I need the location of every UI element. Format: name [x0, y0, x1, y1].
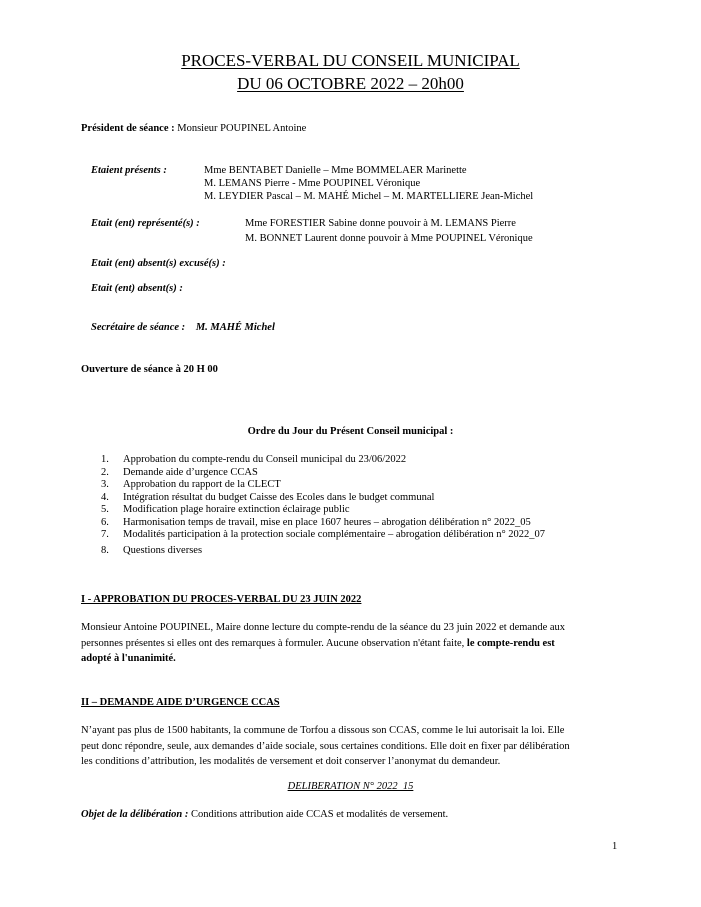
deliberation-number: DELIBERATION N° 2022_15	[287, 781, 414, 792]
list-item: 8. Questions diverses	[101, 544, 203, 556]
ordre-du-jour-list	[101, 454, 545, 557]
list-item: 6. Harmonisation temps de travail, mise en place 1607 heures – abrogation délibération n° 2022_05	[101, 516, 531, 528]
objet-label: Objet de la délibération :	[81, 809, 189, 820]
secretaire-label: Secrétaire de séance :	[91, 322, 186, 333]
list-item: 2. Demande aide d’urgence CCAS	[101, 466, 258, 478]
page-title-line1: PROCES-VERBAL DU CONSEIL MUNICIPAL	[181, 51, 520, 70]
secretaire-row	[91, 321, 275, 334]
list-item: 3. Approbation du rapport de la CLECT	[101, 479, 281, 490]
section1-line: adopté à l'unanimité.	[81, 653, 176, 664]
secretaire-value: M. MAHÉ Michel	[195, 322, 275, 333]
absents-label: Etait (ent) absent(s) :	[91, 283, 183, 294]
representes-label: Etait (ent) représenté(s) :	[91, 218, 200, 229]
section1-line: personnes présentes si elles ont des remarques à formuler. Aucune observation n'étant faite, le compte-rendu est	[81, 637, 555, 649]
presents-line: M. LEMANS Pierre - Mme POUPINEL Véronique	[204, 178, 421, 189]
section2-line: peut donc répondre, seule, aux demandes d’aide sociale, sous certaines conditions. Elle doit en fixer par délibération	[81, 740, 570, 752]
presents-line: Mme BENTABET Danielle – Mme BOMMELAER Marinette	[204, 165, 467, 176]
section2-heading: II – DEMANDE AIDE D’URGENCE CCAS	[81, 697, 280, 708]
list-item: 7. Modalités participation à la protection sociale complémentaire – abrogation délibération n° 2022_07	[101, 529, 546, 540]
president-label: Président de séance :	[81, 123, 175, 134]
list-item: 5. Modification plage horaire extinction éclairage public	[101, 504, 350, 515]
presents-list	[204, 164, 533, 203]
presents-label: Etaient présents :	[91, 165, 167, 176]
president-value: Monsieur POUPINEL Antoine	[177, 123, 307, 134]
section1-heading: I - APPROBATION DU PROCES-VERBAL DU 23 JUIN 2022	[81, 594, 362, 605]
absents-excuses-label: Etait (ent) absent(s) excusé(s) :	[91, 258, 226, 269]
page-number: 1	[612, 841, 618, 852]
section1-line: Monsieur Antoine POUPINEL, Maire donne lecture du compte-rendu de la séance du 23 juin 2022 et demande aux	[81, 622, 566, 633]
section2-line: les conditions d’attribution, les modalités de versement et doit conserver l’anonymat du demandeur.	[81, 756, 501, 767]
list-item: 4. Intégration résultat du budget Caisse des Ecoles dans le budget communal	[101, 491, 435, 503]
presents-line: M. LEYDIER Pascal – M. MAHÉ Michel – M. MARTELLIERE Jean-Michel	[204, 191, 534, 202]
ordre-du-jour-heading: Ordre du Jour du Présent Conseil municipal :	[247, 426, 454, 437]
representes-list	[245, 217, 533, 245]
page-title-line2: DU 06 OCTOBRE 2022 – 20h00	[237, 74, 464, 93]
president-row	[81, 122, 306, 135]
section1-paragraph	[81, 620, 621, 667]
section2-line: N’ayant pas plus de 1500 habitants, la commune de Torfou a dissous son CCAS, comme le lui autorisait la loi. Elle	[81, 725, 565, 736]
ouverture-text: Ouverture de séance à 20 H 00	[81, 364, 218, 375]
representes-line: Mme FORESTIER Sabine donne pouvoir à M. LEMANS Pierre	[245, 218, 516, 229]
section2-paragraph	[81, 723, 621, 770]
objet-value: Conditions attribution aide CCAS et modalités de versement.	[190, 809, 449, 820]
objet-row	[81, 808, 448, 821]
list-item: 1. Approbation du compte-rendu du Conseil municipal du 23/06/2022	[101, 454, 407, 465]
representes-line: M. BONNET Laurent donne pouvoir à Mme POUPINEL Véronique	[245, 233, 533, 244]
